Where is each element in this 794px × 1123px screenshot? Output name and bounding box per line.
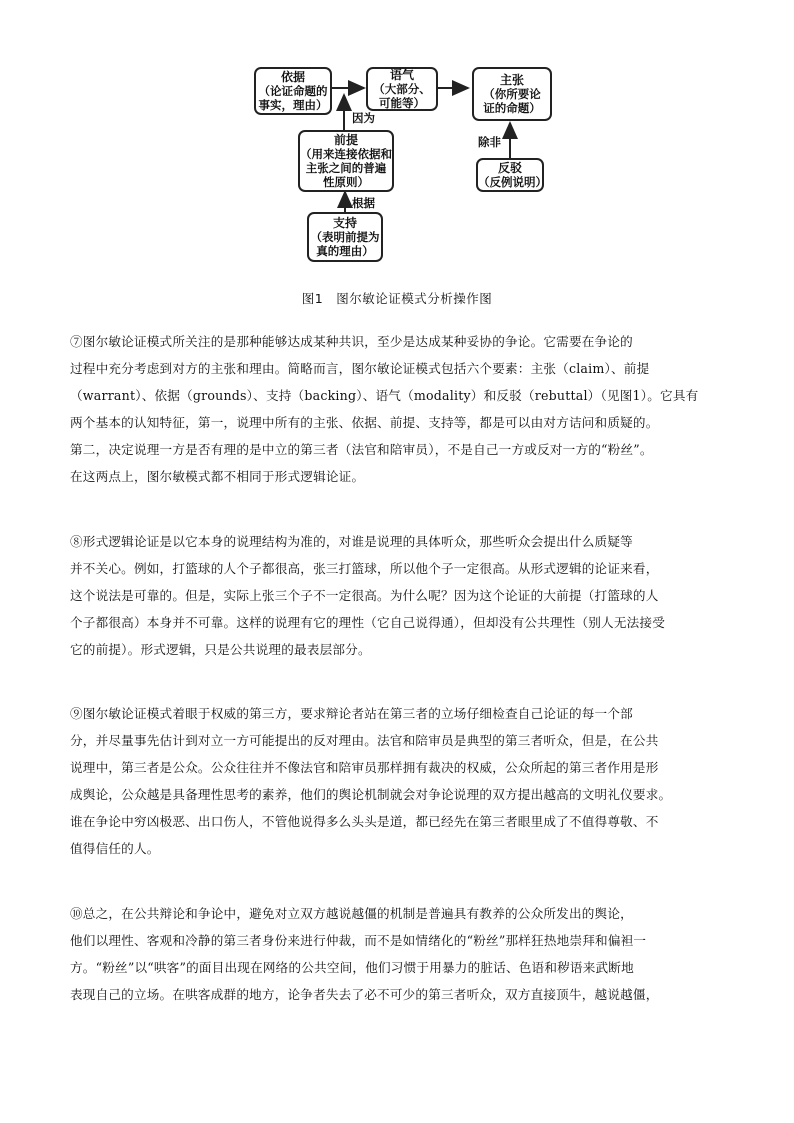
text-line: 它的前提）。形式逻辑，只是公共说理的最表层部分。: [70, 642, 371, 657]
text-line: ⑧形式逻辑论证是以它本身的说理结构为准的，对谁是说理的具体听众，那些听众会提出什么质疑等: [70, 534, 633, 549]
text-line: ⑦图尔敏论证模式所关注的是那种能够达成某种共识，至少是达成某种妥协的争论。它需要在争论的: [70, 334, 633, 349]
text-line: 方。“粉丝”以“哄客”的面目出现在网络的公共空间，他们习惯于用暴力的脏话、色语和秽语来武断地: [70, 960, 634, 975]
node-grounds: [254, 67, 332, 115]
node-claim-line: 证的命题）: [483, 101, 541, 115]
node-backing-line: 真的理由）: [316, 244, 374, 258]
text-line: 说理中，第三者是公众。公众往往并不像法官和陪审员那样拥有裁决的权威，公众所起的第三者作用是形: [70, 760, 659, 775]
figure-caption: 图1 图尔敏论证模式分析操作图: [301, 291, 493, 306]
text-line: 他们以理性、客观和冷静的第三者身份来进行仲裁，而不是如情绪化的“粉丝”那样狂热地崇拜和偏袒一: [70, 933, 647, 948]
node-modality-title: 语气: [389, 68, 414, 82]
node-claim-line: （你所要论: [483, 87, 541, 101]
text-line: ⑨图尔敏论证模式着眼于权威的第三方，要求辩论者站在第三者的立场仔细检查自己论证的每一个部: [70, 706, 633, 721]
edge-label-unless: 除非: [478, 135, 501, 149]
text-line: 在这两点上，图尔敏模式都不相同于形式逻辑论证。: [70, 469, 365, 484]
paragraph-8: [70, 528, 730, 663]
edge-label-because: 因为: [352, 111, 375, 125]
node-modality: [366, 67, 438, 111]
node-warrant-title: 前提: [333, 133, 358, 147]
toulmin-diagram: [0, 0, 794, 280]
node-rebuttal: [476, 158, 547, 192]
node-rebuttal-title: 反驳: [497, 161, 522, 175]
diagram-arrows: [0, 0, 794, 280]
text-line: 谁在争论中穷凶极恶、出口伤人，不管他说得多么头头是道，都已经先在第三者眼里成了不值得尊敬、不: [70, 814, 659, 829]
text-line: 个子都很高）本身并不可靠。这样的说理有它的理性（它自己说得通），但却没有公共理性（别人无法接受: [70, 615, 666, 630]
node-rebuttal-line: （反例说明）: [478, 175, 547, 189]
node-modality-line: （大部分、: [373, 82, 431, 96]
paragraph-7: [70, 328, 730, 490]
node-grounds-line: （论证命题的: [258, 84, 328, 98]
node-backing-title: 支持: [332, 216, 357, 230]
node-grounds-line: 事实，理由）: [258, 98, 328, 112]
node-warrant: [298, 130, 394, 192]
text-line: 分，并尽量事先估计到对立一方可能提出的反对理由。法官和陪审员是典型的第三者听众，但是，在公共: [70, 733, 659, 748]
node-warrant-line: （用来连接依据和: [300, 147, 392, 161]
node-warrant-line: 主张之间的普遍: [305, 161, 387, 175]
text-line: ⑩总之，在公共辩论和争论中，避免对立双方越说越僵的机制是普遍具有教养的公众所发出的舆论，: [70, 906, 633, 921]
edge-label-based-on: 根据: [352, 196, 375, 210]
text-line: 表现自己的立场。在哄客成群的地方，论争者失去了必不可少的第三者听众，双方直接顶牛，越说越僵，: [70, 987, 659, 1002]
node-claim-title: 主张: [499, 73, 524, 87]
text-line: 两个基本的认知特征，第一，说理中所有的主张、依据、前提、支持等，都是可以由对方诘问和质疑的。: [70, 415, 659, 430]
text-line: 第二，决定说理一方是否有理的是中立的第三者（法官和陪审员），不是自己一方或反对一方的“粉丝”。: [70, 442, 653, 457]
text-line: 这个说法是可靠的。但是，实际上张三个子不一定很高。为什么呢？因为这个论证的大前提（打篮球的人: [70, 588, 659, 603]
paragraph-9: [70, 700, 730, 862]
text-line: 过程中充分考虑到对方的主张和理由。简略而言，图尔敏论证模式包括六个要素：主张（claim）、前提: [70, 361, 650, 376]
text-line: （warrant）、依据（grounds）、支持（backing）、语气（modality）和反驳（rebuttal）（见图1）。它具有: [70, 388, 699, 403]
node-backing: [307, 212, 383, 262]
text-line: 成舆论，公众越是具备理性思考的素养，他们的舆论机制就会对争论说理的双方提出越高的文明礼仪要求。: [70, 787, 672, 802]
paragraph-10: [70, 900, 730, 1008]
text-line: 值得信任的人。: [70, 841, 160, 856]
node-claim: [472, 67, 552, 121]
node-warrant-line: 性原则）: [323, 175, 369, 189]
node-grounds-title: 依据: [280, 70, 305, 84]
node-backing-line: （表明前提为: [310, 230, 380, 244]
node-modality-line: 可能等）: [379, 96, 425, 110]
text-line: 并不关心。例如，打篮球的人个子都很高，张三打篮球，所以他个子一定很高。从形式逻辑的论证来看，: [70, 561, 659, 576]
